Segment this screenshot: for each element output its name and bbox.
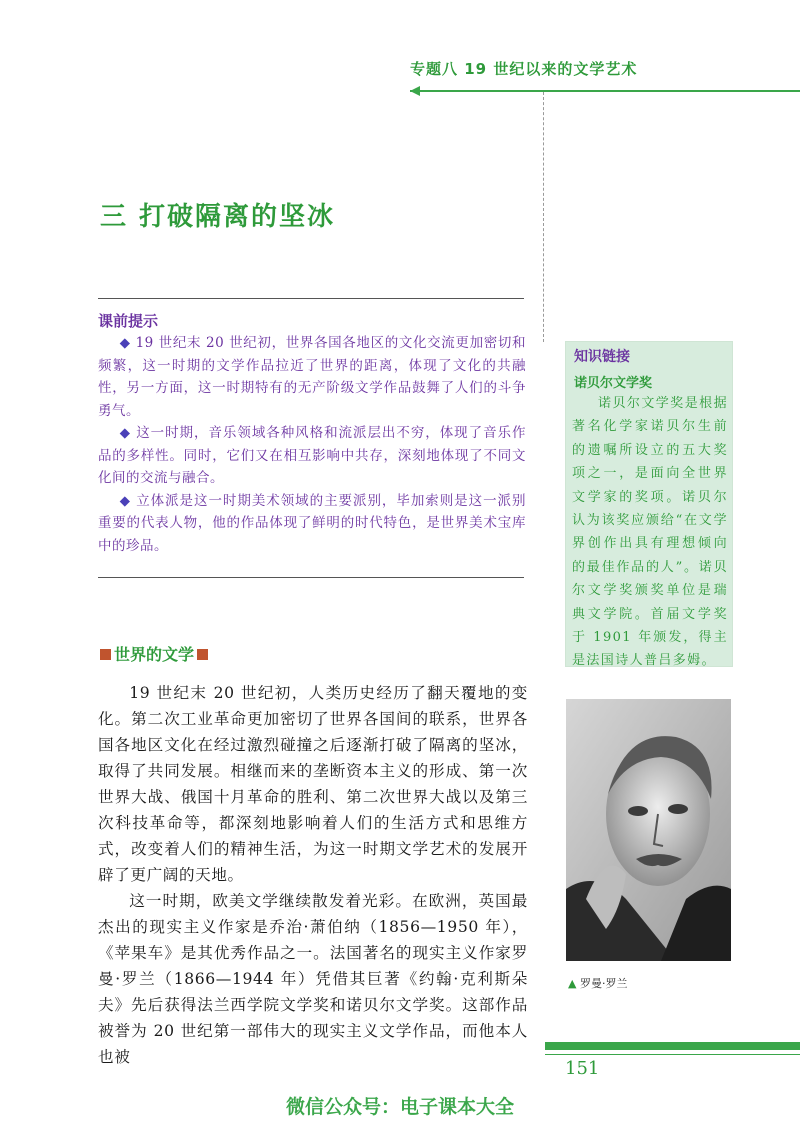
chapter-header: 专题八 19 世纪以来的文学艺术	[410, 60, 638, 78]
tips-label: 课前提示	[98, 312, 159, 330]
lesson-title: 三 打破隔离的坚冰	[100, 202, 336, 232]
diamond-icon: ◆	[119, 425, 137, 441]
section-heading: 世界的文学	[100, 642, 208, 665]
margin-dashed-line	[543, 92, 544, 342]
portrait-photo	[566, 699, 731, 961]
tips-bottom-rule	[98, 577, 524, 578]
sidebar-body: 诺贝尔文学奖是根据著名化学家诺贝尔生前的遗嘱所设立的五大奖项之一，是面向全世界文学家的奖项。诺贝尔认为该奖应颁给“在文学界创作出具有理想倾向的最佳作品的人”。诺贝尔文学奖颁奖单位是瑞典文学院。首届文学奖于 1901 年颁发，得主是法国诗人普吕多姆。	[572, 396, 728, 669]
photo-caption: ▲ 罗曼·罗兰	[568, 977, 628, 990]
footer-rule	[545, 1054, 800, 1055]
sidebar-subtitle: 诺贝尔文学奖	[574, 376, 653, 391]
sidebar-title: 知识链接	[574, 349, 630, 365]
header-rule	[410, 90, 800, 92]
tips-item: ◆ 这一时期，音乐领域各种风格和流派层出不穷，体现了音乐作品的多样性。同时，它们又在相互影响中共存，深刻地体现了不同文化间的交流与融合。	[98, 425, 526, 486]
body-paragraph: 这一时期，欧美文学继续散发着光彩。在欧洲，英国最杰出的现实主义作家是乔治·萧伯纳（1856—1950 年），《苹果车》是其优秀作品之一。法国著名的现实主义作家罗曼·罗兰（1866—1944 年）凭借其巨著《约翰·克利斯朵夫》先后获得法兰西学院文学奖和诺贝尔文学奖。这部作品被誉为 20 世纪第一部伟大的现实主义文学作品，而他本人也被	[98, 892, 528, 1066]
tips-item: ◆ 立体派是这一时期美术领域的主要派别，毕加索则是这一派别重要的代表人物，他的作品体现了鲜明的时代特色，是世界美术宝库中的珍品。	[98, 492, 526, 554]
tips-item: ◆ 19 世纪末 20 世纪初，世界各国各地区的文化交流更加密切和频繁，这一时期的文学作品拉近了世界的距离，体现了文化的共融性，另一方面，这一时期特有的无产阶级文学作品鼓舞了人们的斗争勇气。	[98, 335, 526, 419]
triangle-icon: ▲	[568, 977, 580, 990]
diamond-icon: ◆	[119, 335, 136, 351]
page-number: 151	[565, 1058, 600, 1079]
footer-bar	[545, 1042, 800, 1050]
square-bullet-icon	[197, 649, 208, 660]
diamond-icon: ◆	[119, 492, 137, 509]
square-bullet-icon	[100, 649, 111, 660]
tips-list	[98, 332, 526, 557]
portrait-image	[566, 699, 731, 961]
body-text	[98, 680, 528, 1070]
tips-top-rule	[98, 298, 524, 299]
body-paragraph: 19 世纪末 20 世纪初，人类历史经历了翻天覆地的变化。第二次工业革命更加密切了世界各国间的联系，世界各国各地区文化在经过激烈碰撞之后逐渐打破了隔离的坚冰，取得了共同发展。相继而来的垄断资本主义的形成、第一次世界大战、俄国十月革命的胜利、第二次世界大战以及第三次科技革命等，都深刻地影响着人们的生活方式和思维方式，改变着人们的精神生活，为这一时期文学艺术的发展开辟了更广阔的天地。	[98, 684, 528, 884]
watermark: 微信公众号：电子课本大全	[285, 1096, 514, 1118]
